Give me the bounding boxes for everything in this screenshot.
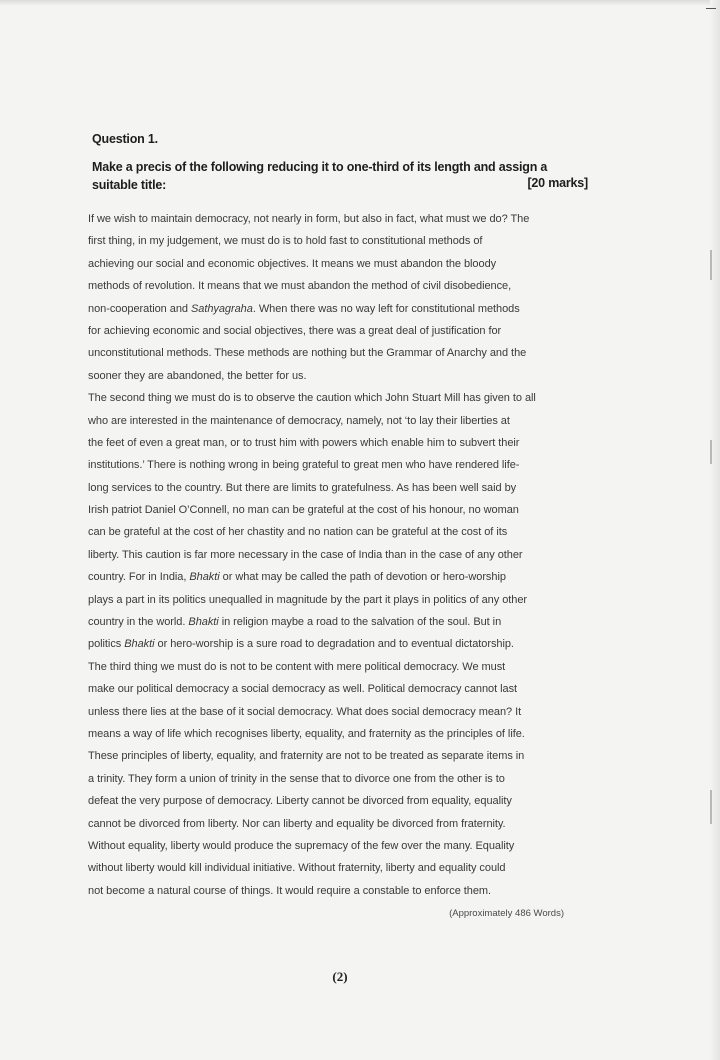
- passage-text-run: country in the world.: [88, 616, 189, 629]
- passage-line: [88, 298, 600, 320]
- passage-text-run: who are interested in the maintenance of democracy, namely, not ‘to lay their liberties at: [88, 414, 510, 427]
- passage-text-run: methods of revolution. It means that we must abandon the method of civil disobedience,: [88, 280, 512, 293]
- passage-text-run: means a way of life which recognises liberty, equality, and fraternity as the principles of life.: [88, 727, 525, 740]
- scan-margin-mark: [710, 440, 712, 464]
- passage-text-run: unless there lies at the base of it social democracy. What does social democracy mean? It: [88, 705, 522, 718]
- passage-line: [88, 790, 600, 812]
- passage-line: [88, 253, 600, 275]
- scan-edge-top: [0, 0, 720, 6]
- passage-text-run: for achieving economic and social objectives, there was a great deal of justification for: [88, 324, 502, 337]
- passage-text-run: institutions.’ There is nothing wrong in being grateful to great men who have rendered life-: [88, 459, 520, 472]
- passage-line: [88, 857, 600, 879]
- passage-line: [88, 454, 600, 476]
- passage-line: [88, 208, 600, 230]
- passage-text-run: Without equality, liberty would produce the supremacy of the few over the many. Equality: [88, 839, 515, 852]
- passage-line: [88, 544, 600, 566]
- passage-text-run: These principles of liberty, equality, and fraternity are not to be treated as separate items in: [88, 750, 525, 763]
- passage-line: [88, 477, 600, 499]
- passage-line: [88, 611, 600, 633]
- passage-text-run: plays a part in its politics unequalled in magnitude by the part it plays in politics of any other: [88, 593, 528, 606]
- scan-margin-mark: [710, 790, 712, 824]
- passage-line: [88, 566, 600, 588]
- passage-text-run: liberty. This caution is far more necessary in the case of India than in the case of any other: [88, 548, 523, 561]
- passage-text-run: defeat the very purpose of democracy. Liberty cannot be divorced from equality, equality: [88, 795, 512, 808]
- passage-text-run: make our political democracy a social democracy as well. Political democracy cannot last: [88, 683, 518, 696]
- passage-text: [88, 208, 600, 902]
- passage-line: [88, 835, 600, 857]
- passage-text-run: If we wish to maintain democracy, not nearly in form, but also in fact, what must we do? The: [88, 213, 530, 225]
- passage-line: [88, 745, 600, 767]
- page-number: (2): [332, 969, 348, 984]
- passage-text-run: sooner they are abandoned, the better for us.: [88, 369, 307, 382]
- passage-text-run: country. For in India,: [88, 571, 190, 584]
- passage-text-run: The third thing we must do is not to be content with mere political democracy. We must: [88, 660, 506, 673]
- passage-line: [88, 275, 600, 297]
- passage-line: [88, 432, 600, 454]
- passage-text-run: achieving our social and economic objectives. It means we must abandon the bloody: [88, 257, 497, 270]
- passage-text-run: long services to the country. But there are limits to gratefulness. As has been well said by: [88, 481, 517, 494]
- passage-text-run: not become a natural course of things. It would require a constable to enforce them.: [88, 884, 492, 897]
- passage-text-run: Irish patriot Daniel O’Connell, no man can be grateful at the cost of his honour, no woman: [88, 504, 519, 517]
- passage-text-run: cannot be divorced from liberty. Nor can liberty and equality be divorced from fraternity.: [88, 817, 506, 830]
- passage-line: [88, 589, 600, 611]
- passage-line: [88, 880, 600, 902]
- scan-corner-mark: [706, 8, 716, 9]
- passage-text-run: a trinity. They form a union of trinity in the sense that to divorce one from the other is to: [88, 772, 505, 785]
- passage-line: [88, 365, 600, 387]
- passage-line: [88, 768, 600, 790]
- passage-text-run: without liberty would kill individual initiative. Without fraternity, liberty and equality could: [88, 862, 506, 875]
- question-label: Question 1.: [92, 132, 158, 146]
- question-marks: [20 marks]: [527, 176, 588, 190]
- passage-line: [88, 387, 600, 409]
- passage-line: [88, 701, 600, 723]
- passage-line: [88, 499, 600, 521]
- passage-line: [88, 633, 600, 655]
- passage-line: [88, 342, 600, 364]
- passage-text-run: unconstitutional methods. These methods are nothing but the Grammar of Anarchy and the: [88, 347, 527, 360]
- passage-line: [88, 678, 600, 700]
- word-count: (Approximately 486 Words): [449, 908, 564, 919]
- passage-line: [88, 410, 600, 432]
- passage-text-run: first thing, in my judgement, we must do is to hold fast to constitutional methods of: [88, 235, 483, 248]
- question-instruction: Make a precis of the following reducing it to one-third of its length and assign a suitable title:: [92, 160, 548, 192]
- scan-edge-right: [710, 0, 720, 1060]
- passage-text-run: non-cooperation and: [88, 302, 191, 315]
- passage-text-run: or what may be called the path of devotion or hero-worship: [219, 571, 506, 584]
- passage-text-run: The second thing we must do is to observe the caution which John Stuart Mill has given to all: [88, 392, 536, 405]
- passage-line: [88, 656, 600, 678]
- passage-line: [88, 320, 600, 342]
- passage-text-run: or hero-worship is a sure road to degradation and to eventual dictatorship.: [154, 638, 514, 651]
- passage-italic-term: Bhakti: [189, 571, 220, 584]
- passage-italic-term: Bhakti: [124, 638, 155, 651]
- passage-text-run: . When there was no way left for constitutional methods: [252, 302, 520, 315]
- passage-line: [88, 813, 600, 835]
- passage-line: [88, 723, 600, 745]
- passage-italic-term: Bhakti: [188, 616, 219, 629]
- passage-text-run: can be grateful at the cost of her chastity and no nation can be grateful at the cost of its: [88, 526, 508, 539]
- passage-text-run: politics: [88, 638, 125, 651]
- scan-margin-mark: [710, 250, 712, 280]
- passage-line: [88, 230, 600, 252]
- passage-text-run: in religion maybe a road to the salvation of the soul. But in: [218, 616, 502, 629]
- passage-text-run: the feet of even a great man, or to trust him with powers which enable him to subvert their: [88, 436, 520, 449]
- passage-line: [88, 521, 600, 543]
- passage-italic-term: Sathyagraha: [190, 302, 253, 315]
